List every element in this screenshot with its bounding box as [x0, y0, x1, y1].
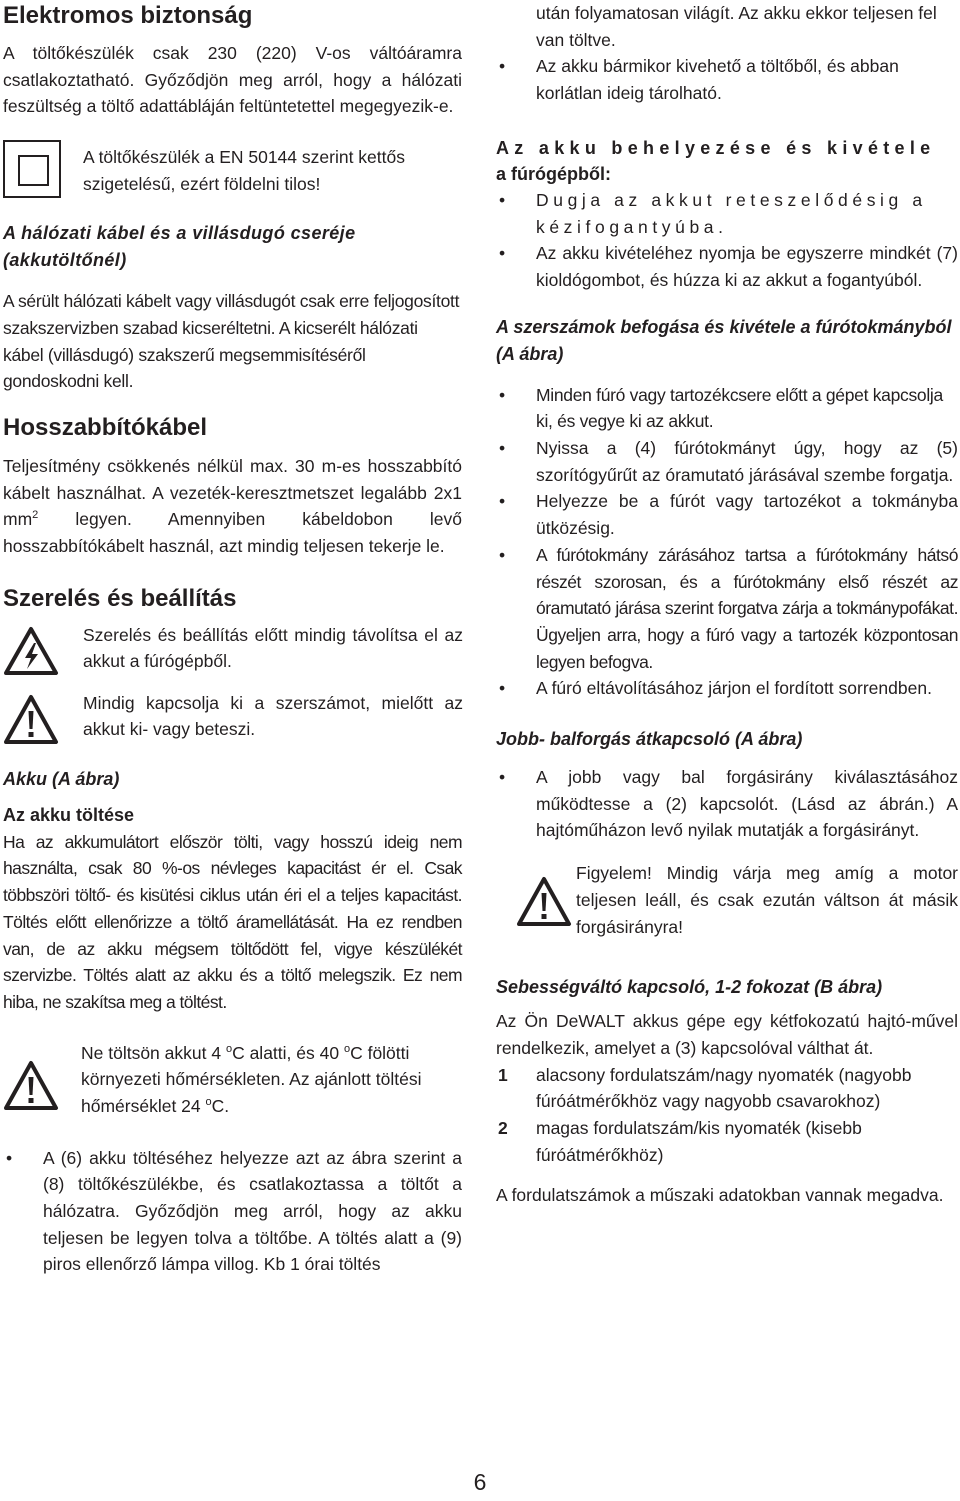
charging-text: Ha az akkumulátort először tölti, vagy hosszú ideig nem használta, csak 80 %-os névleges kapacitást ér el. Csak többszöri töltő- és kisütési ciklus után éri el a teljes kapacitást. Töltés előtt ellenőrizze a töltő áramellátását. Ha ez rendben van, de az akku mégsem töltődött fel, vigye készülékét szervizbe. Töltés alatt az akku és a töltő melegszik. Ez nem hiba, ne szakítsa meg a töltést. — [3, 831, 462, 1012]
bullet-insert-battery: • Dugja az akkut reteszelődésig a kézifogantyúba. — [496, 187, 958, 240]
double-insulation-text: A töltőkészülék a EN 50144 szerint kettős szigetelésű, ezért földelni tilos! — [83, 147, 405, 194]
reverse-switch-warning — [496, 860, 958, 964]
charging-bullet-text: A (6) akku töltéséhez helyezze azt az ábra szerint a (8) töltőkészülékbe, és csatlakoztassa a töltőt a hálózatra. Győződjön meg arról, hogy az akku teljesen be legyen tolva a töltőbe. A töltés alatt a (9) piros ellenőrző lámpa villog. Kb 1 órai töltés — [43, 1147, 462, 1275]
exclamation-warning-icon — [3, 694, 59, 746]
bullet-marker: • — [6, 1147, 13, 1168]
assembly-warning-switch-off-text: Mindig kapcsolja ki a szerszámot, mielőtt az akkut ki- vagy beteszi. — [83, 692, 463, 740]
speeds-note-text: A fordulatszámok a műszaki adatokban vannak megadva. — [496, 1185, 944, 1206]
charging-bullet — [3, 1145, 462, 1279]
bullet-marker: • — [499, 767, 506, 788]
bullet-chuck-4: • A fúrótokmány zárásához tartsa a fúrótokmány hátsó részét szorosan, és a fúrótokmány első részét az óramutató járása szerint forgatva zárja a tokmánypofákat. Ügyeljen arra, hogy a fúró vagy a tartozék központosan legyen befogva. — [496, 542, 958, 676]
section-title-charging: Az akku töltése — [3, 804, 135, 825]
assembly-warning-shock-text: Szerelés és beállítás előtt mindig távolítsa el az akkut a fúrógépből. — [83, 624, 463, 672]
assembly-warning-switch-off — [3, 694, 462, 772]
bullet-marker: • — [499, 243, 506, 264]
bullet-marker: • — [499, 384, 505, 405]
charging-temperature-warning — [3, 1040, 462, 1144]
bullet-marker: • — [499, 56, 506, 77]
electric-shock-warning-icon — [3, 626, 59, 676]
bullet-marker: • — [499, 544, 505, 565]
electrical-safety-text: A töltőkészülék csak 230 (220) V-os váltóáramra csatlakoztatható. Győződjön meg arról, hogy a hálózati feszültség a töltő adattábláján feltüntetettel megegyezik-e. — [3, 43, 462, 117]
bullet-chuck-1: • Minden fúró vagy tartozékcsere előtt a gépet kapcsolja ki, és vegye ki az akkut. — [496, 382, 958, 435]
double-insulation-notice — [3, 138, 462, 200]
bullet-chuck-5: • A fúró eltávolításához járjon el fordított sorrendben. — [496, 675, 958, 702]
reverse-switch-warning-text: Figyelem! Mindig várja meg amíg a motor teljesen leáll, és csak ezután váltson át másik forgásirányra! — [576, 863, 958, 937]
section-title-battery-insert: Az akku behelyezése és kivétele a fúrógépből: — [496, 137, 936, 184]
charging-temperature-text: Ne töltsön akkut 4 $^o$C alatti, és 40 $^o$C fölötti környezeti hőmérsékleten. Az ajánlott töltési hőmérséklet 24 $^o$C. — [81, 1042, 422, 1117]
section-title-gear-switch: Sebességváltó kapcsoló, 1-2 fokozat (B ábra) — [496, 977, 883, 998]
double-insulation-icon — [3, 140, 61, 198]
bullet-marker: • — [499, 189, 510, 210]
charging-continuation-text: után folyamatosan világít. Az akku ekkor teljesen fel van töltve. — [536, 3, 937, 50]
gear-item-1: 1 alacsony fordulatszám/nagy nyomaték (nagyobb fúróátmérőkhöz vagy nagyobb csavarokhoz) — [498, 1064, 912, 1112]
gear-switch-text: Az Ön DeWALT akkus gépe egy kétfokozatú hajtó-művel rendelkezik, amelyet a (3) kapcsolóval válthat át. — [496, 1011, 958, 1058]
section-title-battery: Akku (A ábra) — [3, 768, 120, 789]
cable-replacement-text: A sérült hálózati kábelt vagy villásdugót csak erre feljogosított szakszervizben szabad kicseréltetni. A kicserélt hálózati kábel (villásdugó) szakszerű megsemmisítéséről gondoskodni kell. — [3, 291, 460, 392]
assembly-warning-shock — [3, 622, 462, 694]
bullet-marker: • — [499, 678, 506, 699]
section-title-extension-cable: Hosszabbítókábel — [3, 413, 208, 441]
exclamation-warning-icon — [3, 1060, 59, 1112]
section-title-electrical-safety: Elektromos biztonság — [3, 2, 253, 29]
right-column — [496, 0, 958, 1209]
bullet-reverse-switch: • A jobb vagy bal forgásirány kiválasztásához működtesse a (2) kapcsolót. (Lásd az ábrán.) A hajtóműházon levő nyilak mutatják a forgásirányt. — [496, 764, 958, 844]
bullet-chuck-2: • Nyissa a (4) fúrótokmányt úgy, hogy az (5) szorítógyűrűt az óramutató járásával szembe forgatja. — [496, 435, 958, 488]
bullet-marker: • — [499, 438, 506, 459]
gear-item-2: 2 magas fordulatszám/kis nyomaték (kisebb fúróátmérőkhöz) — [498, 1117, 862, 1165]
bullet-marker: • — [499, 491, 506, 512]
left-column — [3, 0, 462, 1278]
bullet-remove-battery: • Az akku kivételéhez nyomja be egyszerre mindkét (7) kioldógombot, és húzza ki az akkut a fogantyúból. — [496, 240, 958, 293]
section-title-cable-replacement: A hálózati kábel és a villásdugó cseréje (akkutöltőnél) — [3, 223, 356, 271]
bullet-chuck-3: • Helyezze be a fúrót vagy tartozékot a tokmányba ütközésig. — [496, 488, 958, 541]
bullet-battery-removable: • Az akku bármikor kivehető a töltőből, és abban korlátlan ideig tárolható. — [496, 53, 958, 106]
section-title-tool-chuck: A szerszámok befogása és kivétele a fúrótokmányból (A ábra) — [496, 316, 952, 364]
section-title-reverse-switch: Jobb- balforgás átkapcsoló (A ábra) — [496, 729, 803, 750]
page-number: 6 — [473, 1469, 487, 1495]
exclamation-warning-icon — [516, 876, 572, 928]
section-title-assembly: Szerelés és beállítás — [3, 584, 237, 612]
extension-cable-text: Teljesítmény csökkenés nélkül max. 30 m-es hosszabbító kábelt használhat. A vezeték-keresztmetszet legalább 2x1 $mm^2$ legyen. Amennyiben kábeldobon levő hosszabbítókábelt használ, azt mindig teljesen tekerje le. — [3, 455, 462, 557]
